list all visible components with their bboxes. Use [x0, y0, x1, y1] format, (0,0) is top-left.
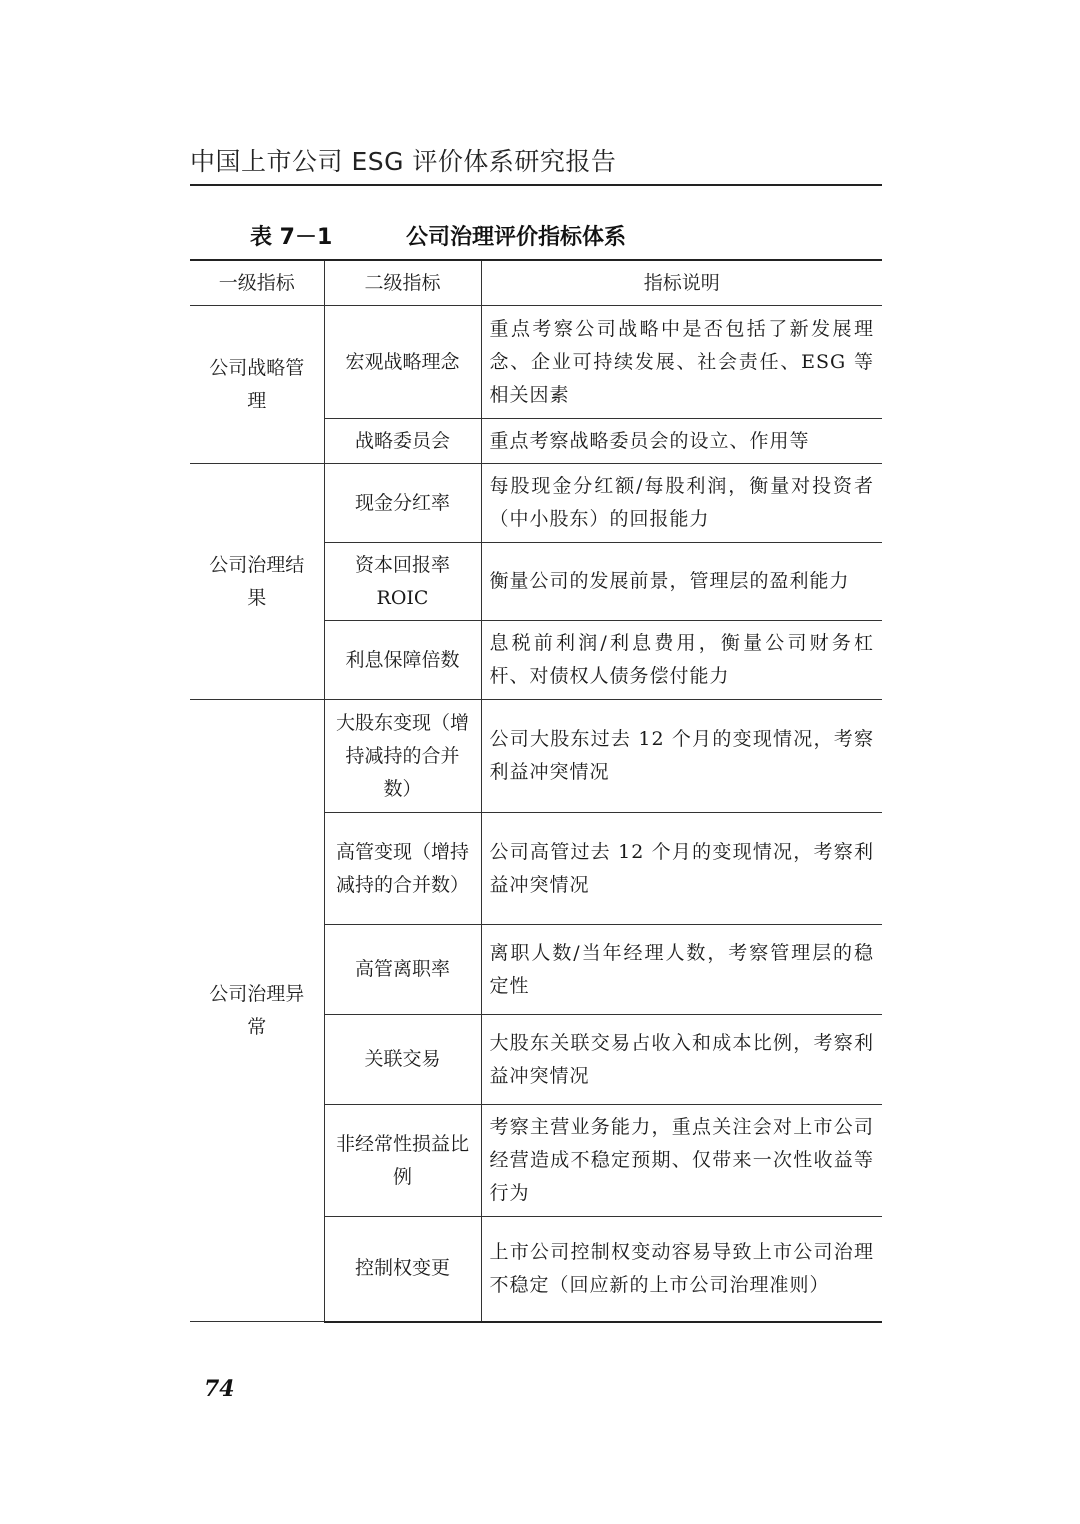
table-row: [190, 306, 882, 419]
description-cell: 公司高管过去 12 个月的变现情况，考察利益冲突情况: [481, 813, 882, 925]
level2-cell: 利息保障倍数: [324, 621, 481, 700]
page-number: 74: [204, 1376, 235, 1402]
description-cell: 离职人数/当年经理人数，考察管理层的稳定性: [481, 925, 882, 1015]
level2-cell: 控制权变更: [324, 1217, 481, 1322]
header-level2: 二级指标: [324, 260, 481, 306]
description-cell: 公司大股东过去 12 个月的变现情况，考察利益冲突情况: [481, 700, 882, 813]
level2-cell: 高管变现（增持减持的合并数）: [324, 813, 481, 925]
level1-cell: 公司治理结果: [190, 464, 324, 700]
level2-cell: 关联交易: [324, 1015, 481, 1105]
table-caption: [250, 220, 890, 256]
description-cell: 考察主营业务能力，重点关注会对上市公司经营造成不稳定预期、仅带来一次性收益等行为: [481, 1105, 882, 1217]
description-cell: 每股现金分红额/每股利润，衡量对投资者（中小股东）的回报能力: [481, 464, 882, 543]
table-row: [190, 464, 882, 543]
table-number: 表 7－1: [250, 225, 333, 250]
level2-cell: 大股东变现（增持减持的合并数）: [324, 700, 481, 813]
description-cell: 大股东关联交易占收入和成本比例，考察利益冲突情况: [481, 1015, 882, 1105]
header-description: 指标说明: [481, 260, 882, 306]
level2-cell: 非经常性损益比例: [324, 1105, 481, 1217]
description-cell: 上市公司控制权变动容易导致上市公司治理不稳定（回应新的上市公司治理准则）: [481, 1217, 882, 1322]
description-cell: 衡量公司的发展前景，管理层的盈利能力: [481, 543, 882, 621]
running-header: 中国上市公司 ESG 评价体系研究报告: [190, 142, 882, 186]
description-cell: 重点考察公司战略中是否包括了新发展理念、企业可持续发展、社会责任、ESG 等相关因素: [481, 306, 882, 419]
table-title: 公司治理评价指标体系: [406, 225, 627, 250]
indicator-table: [190, 259, 882, 1323]
level1-cell: 公司治理异常: [190, 700, 324, 1322]
description-cell: 重点考察战略委员会的设立、作用等: [481, 419, 882, 464]
level2-cell: 现金分红率: [324, 464, 481, 543]
level2-cell: 资本回报率 ROIC: [324, 543, 481, 621]
description-cell: 息税前利润/利息费用，衡量公司财务杠杆、对债权人债务偿付能力: [481, 621, 882, 700]
level2-cell: 宏观战略理念: [324, 306, 481, 419]
table-header-row: [190, 260, 882, 306]
header-level1: 一级指标: [190, 260, 324, 306]
level2-cell: 战略委员会: [324, 419, 481, 464]
level1-cell: 公司战略管理: [190, 306, 324, 464]
table-row: [190, 700, 882, 813]
level2-cell: 高管离职率: [324, 925, 481, 1015]
